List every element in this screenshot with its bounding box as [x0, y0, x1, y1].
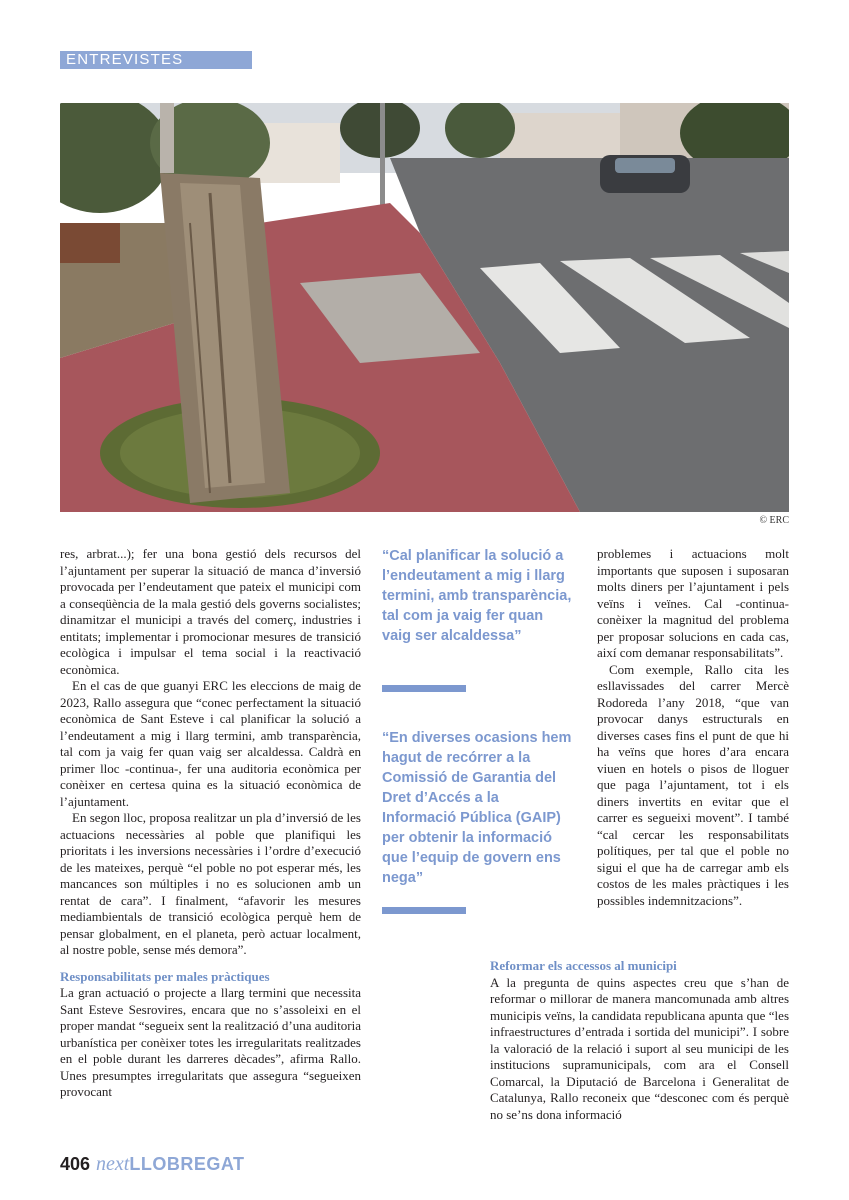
brand-logo-part: next	[96, 1153, 130, 1175]
article-photo	[60, 103, 789, 512]
brand-logo-part: LLOBREGAT	[129, 1154, 245, 1174]
section-header	[60, 51, 252, 69]
photo-credit: © ERC	[759, 515, 789, 526]
paragraph: A la pregunta de quins aspectes creu que s’han de reformar o millorar de manera mancomunada amb altres municipis veïns, la candidata republicana apunta que “les infraestructures d’entrada i sortida del municipi”. I sobre la valoració de la relació i suport al seu municipi de les institucions supramunicipals, com ara el Consell Comarcal, la Diputació de Barcelona i Generalitat de Catalunya, Rallo reconeix que “desconec com és perquè no se’ns dona informació	[490, 974, 789, 1122]
quote-divider	[382, 685, 466, 692]
section-title: ENTREVISTES	[66, 51, 184, 68]
subheading: Reformar els accessos al municipi	[490, 958, 677, 973]
quote-divider	[382, 907, 466, 914]
paragraph: res, arbrat...); fer una bona gestió dels recursos del l’ajuntament per superar la situació de manca d’inversió provocada per l’endeutament que pateix el municipi com a conseqüència de la mala gestió dels governs socialistes; dinamitzar el municipi a través del comerç, industries i entitats; implementar i promocionar mesures de transició ecològica i impulsar el tema social i la reactivació econòmica.	[60, 546, 361, 677]
street-photo	[60, 103, 789, 512]
pull-quote: “En diverses ocasions hem hagut de recórrer a la Comissió de Garantia del Dret d’Accés a la Informació Pública (GAIP) per obtenir la informació que l’equip de govern ens nega”	[382, 730, 572, 886]
paragraph: En el cas de que guanyi ERC les eleccions de maig de 2023, Rallo assegura que “conec perfectament la situació econòmica de Sant Esteve i cal planificar la solució a l’endeutament a mig i llarg termini, amb transparència, tal com ja vaig fer quan vaig ser alcaldessa. Caldrà en primer lloc -continua-, fer una auditoria econòmica per conèixer en certesa quina es la situació econòmica de l’ajuntament.	[60, 678, 361, 809]
article-column-left	[60, 546, 361, 1101]
paragraph: En segon lloc, proposa realitzar un pla d’inversió de les actuacions necessàries al poble que planifiqui les prioritats i les inversions necessàries i l’ordre d’execució de les mateixes, perquè “el poble no pot esperar més, les mancances son múltiples i no es solucionen amb un rentat de cara”. I finalment, “afavorir les mesures mediambientals de transició ecològica perquè hem de pensar globalment, en el planeta, però actuar localment, al nostre poble, sense més demora”.	[60, 810, 361, 957]
paragraph: La gran actuació o projecte a llarg termini que necessita Sant Esteve Sesrovires, encara que no s’assoleixi en el proper mandat “segueix sent la realització d’una auditoria urbanística per conèixer totes les irregularitats realitzades en el poble durant les darreres dècades”, afirma Rallo. Unes presumptes irregularitats que assegura “segueixen provocant	[60, 985, 361, 1099]
article-column-right	[597, 546, 789, 909]
article-column-bottom-right	[490, 958, 789, 1123]
page-footer	[60, 1153, 245, 1179]
subheading: Responsabilitats per males pràctiques	[60, 968, 270, 984]
paragraph: Com exemple, Rallo cita les esllavissades del carrer Mercè Rodoreda l’any 2018, “que van provocar danys estructurals en diverses cases fins el punt de que hi ha veïns que hores d’ara encara viuen en hotels o pisos de lloguer que paga l’ajuntament, tot i els diners invertits en evitar que el carrer es segueixi movent”. I també “cal cercar les responsabilitats polítiques, per tal que el poble no sigui el que ha de carregar amb els costos de les males pràctiques i les possibles indemnitzacions”.	[597, 661, 789, 908]
page-number: 406	[60, 1154, 91, 1174]
pull-quote: “Cal planificar la solució a l’endeutament a mig i llarg termini, amb transparència, tal com ja vaig fer quan vaig ser alcaldessa”	[382, 548, 572, 644]
paragraph: problemes i actuacions molt importants que suposen i suposaran molts diners per l’ajuntament i pels veïns i veïnes. Cal -continua- conèixer la magnitud del problema per proposar solucions en cada cas, així com demanar responsabilitats”.	[597, 546, 789, 660]
